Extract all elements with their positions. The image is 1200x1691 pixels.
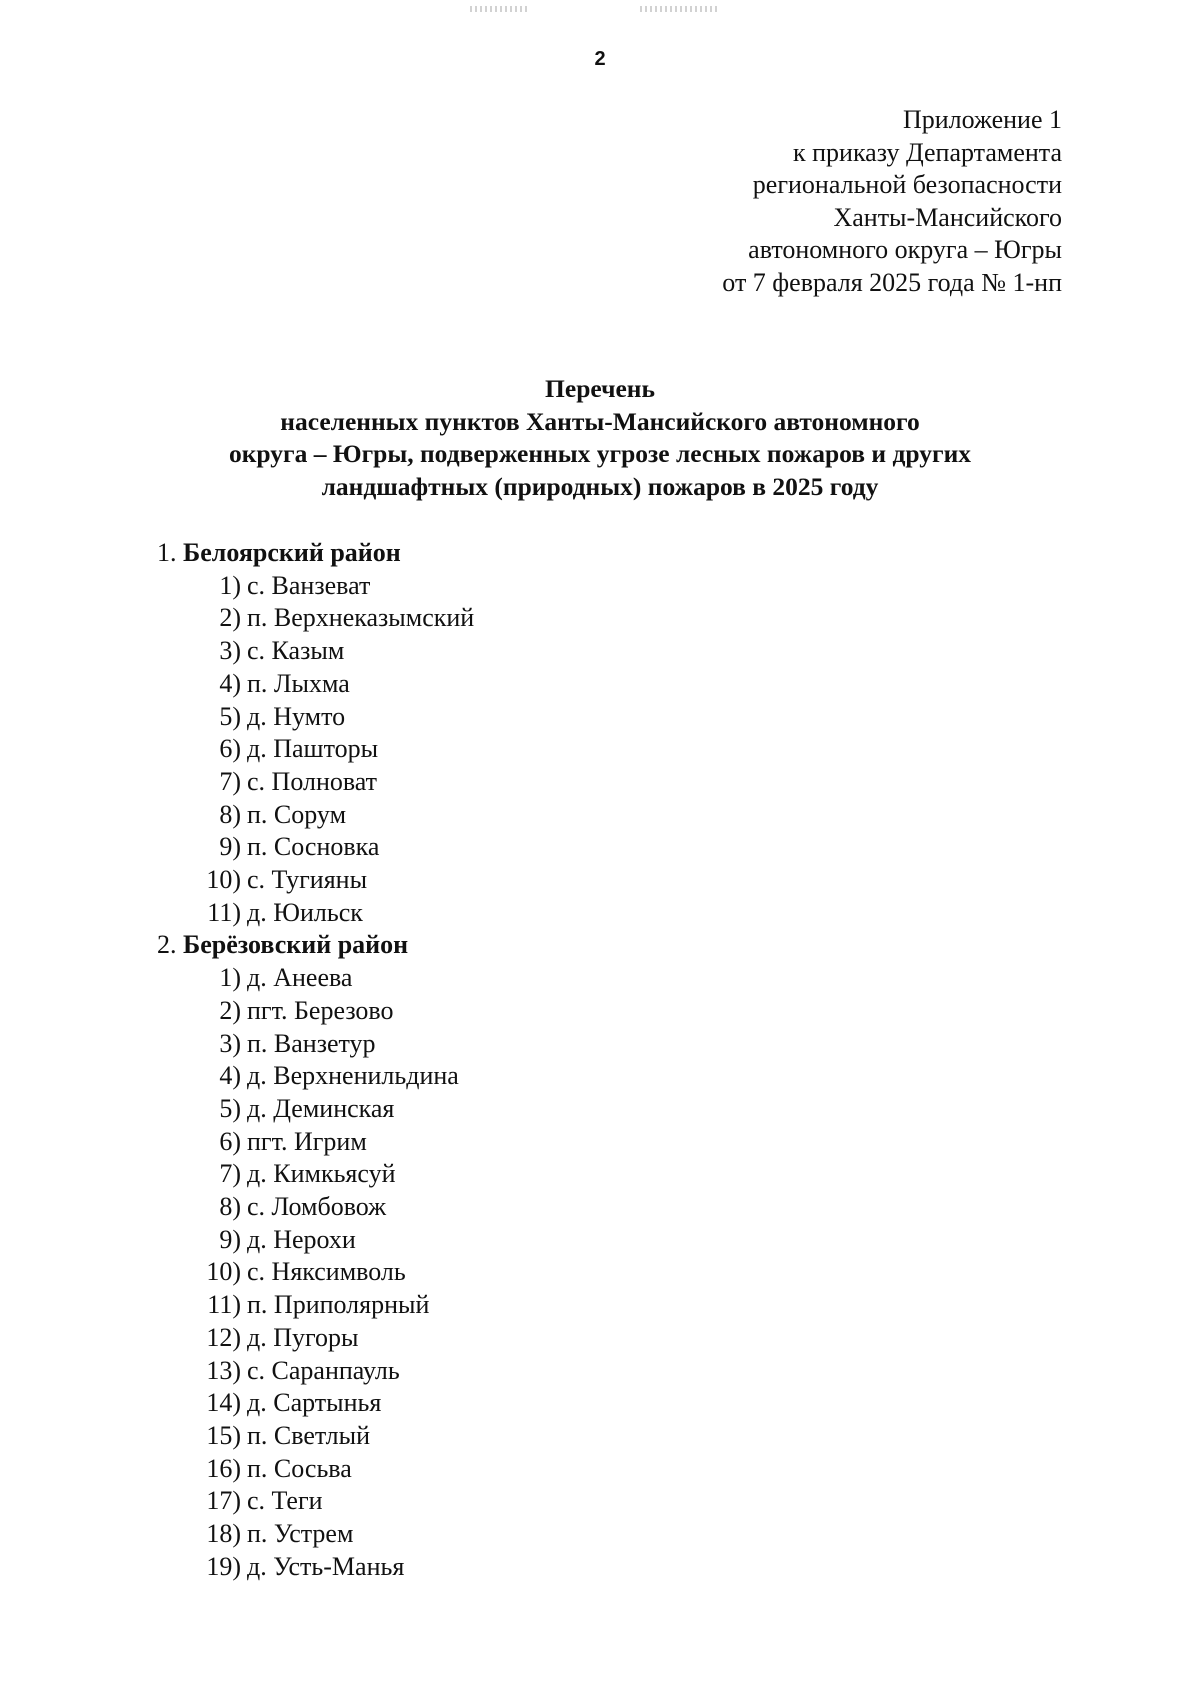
settlement-item [157,1028,474,1061]
settlement-item [157,733,474,766]
settlement-name: д. Деминская [247,1093,395,1123]
settlement-index: 11) [207,897,241,927]
settlement-index: 6) [219,1126,241,1156]
settlement-index: 2) [219,995,241,1025]
settlement-name: д. Анеева [247,963,353,993]
appendix-line: Ханты-Мансийского [833,202,1062,232]
appendix-line: автономного округа – Югры [748,235,1062,264]
settlement-name: п. Светлый [247,1420,370,1450]
settlement-index: 14) [206,1388,241,1418]
settlement-item [157,1191,474,1224]
settlement-name: д. Пашторы [247,734,379,764]
settlement-item [157,995,474,1028]
settlement-name: д. Кимкьясуй [247,1159,396,1189]
settlement-name: пгт. Игрим [247,1126,367,1156]
settlement-item [157,1224,474,1257]
settlement-item [157,864,474,897]
settlement-index: 18) [206,1519,241,1549]
settlement-item [157,1093,474,1126]
settlement-name: с. Ванзеват [247,570,371,600]
settlement-name: с. Няксимволь [247,1257,406,1287]
scan-artifact [470,6,530,12]
district-heading [157,537,474,570]
settlement-item [157,1158,474,1191]
settlement-index: 10) [206,1257,241,1287]
settlement-index: 10) [206,865,241,895]
settlement-name: д. Нумто [247,701,346,731]
settlement-index: 2) [219,603,241,633]
settlement-index: 4) [219,668,241,698]
page-number: 2 [594,48,606,70]
settlement-item [157,701,474,734]
settlement-index: 4) [219,1061,241,1091]
settlement-name: пгт. Березово [247,995,394,1025]
settlement-name: п. Ванзетур [247,1028,376,1058]
settlement-index: 16) [206,1453,241,1483]
settlement-name: п. Верхнеказымский [247,603,475,633]
settlement-item [157,1322,474,1355]
appendix-line: региональной безопасности [752,170,1062,199]
settlement-name: п. Сосьва [247,1453,352,1483]
settlement-item [157,635,474,668]
scan-artifact [640,6,718,12]
settlement-index: 1) [219,570,241,600]
settlement-index: 3) [219,636,241,666]
settlement-item [157,831,474,864]
settlement-item [157,668,474,701]
settlement-index: 5) [219,701,241,731]
settlement-name: п. Устрем [247,1519,354,1549]
title-line: ландшафтных (природных) пожаров в 2025 году [321,471,879,501]
settlement-item [157,570,474,603]
settlement-item [157,1518,474,1551]
settlement-index: 7) [219,1159,241,1189]
settlement-name: п. Лыхма [247,668,350,698]
settlement-index: 11) [207,1290,241,1320]
settlement-item [157,1256,474,1289]
settlement-index: 8) [219,1192,241,1222]
settlement-index: 6) [219,734,241,764]
settlement-item [157,897,474,930]
settlement-item [157,1453,474,1486]
settlement-name: д. Юильск [247,897,363,927]
settlement-item [157,1289,474,1322]
settlement-index: 15) [206,1420,241,1450]
settlement-name: с. Тугияны [247,865,368,895]
settlement-name: с. Казым [247,636,345,666]
settlement-index: 9) [219,1224,241,1254]
settlement-name: с. Полноват [247,766,378,796]
settlement-item [157,766,474,799]
appendix-line: от 7 февраля 2025 года № 1-нп [722,267,1062,297]
document-title [0,373,1200,503]
settlement-index: 19) [206,1551,241,1581]
settlement-name: д. Верхненильдина [247,1061,459,1091]
settlement-index: 5) [219,1093,241,1123]
settlement-item [157,1126,474,1159]
district-name: Берёзовский район [183,930,409,960]
settlement-item [157,1355,474,1388]
settlement-index: 12) [206,1322,241,1352]
settlement-index: 8) [219,799,241,829]
settlement-item [157,1060,474,1093]
settlement-item [157,799,474,832]
appendix-line: к приказу Департамента [792,137,1062,167]
settlement-index: 1) [219,963,241,993]
appendix-reference [722,104,1062,299]
settlement-name: п. Приполярный [247,1290,430,1320]
settlement-item [157,602,474,635]
title-line: Перечень [545,374,655,403]
title-line: населенных пунктов Ханты-Мансийского автономного [280,406,920,436]
settlement-name: п. Сорум [247,799,347,829]
district-number: 2. [157,930,177,960]
settlement-item [157,1420,474,1453]
settlement-item [157,1387,474,1420]
settlement-name: д. Нерохи [247,1224,356,1254]
settlement-index: 13) [206,1355,241,1385]
district-number: 1. [157,538,177,567]
settlement-index: 9) [219,832,241,862]
settlement-name: д. Пугоры [247,1322,359,1352]
appendix-line: Приложение 1 [902,105,1062,134]
district-heading [157,929,474,962]
settlement-item [157,1485,474,1518]
settlement-item [157,962,474,995]
settlement-index: 7) [219,766,241,796]
settlement-name: с. Саранпауль [247,1355,400,1385]
settlement-index: 3) [219,1028,241,1058]
settlement-item [157,1551,474,1584]
settlement-name: д. Усть-Манья [247,1551,405,1581]
title-line: округа – Югры, подверженных угрозе лесных пожаров и других [228,439,972,468]
settlement-name: д. Сартынья [247,1388,382,1418]
settlement-name: п. Сосновка [247,832,380,862]
settlement-name: с. Ломбовож [247,1192,387,1222]
settlement-index: 17) [206,1486,241,1516]
settlement-name: с. Теги [247,1486,323,1516]
settlement-list [157,537,474,1584]
district-name: Белоярский район [183,538,401,567]
